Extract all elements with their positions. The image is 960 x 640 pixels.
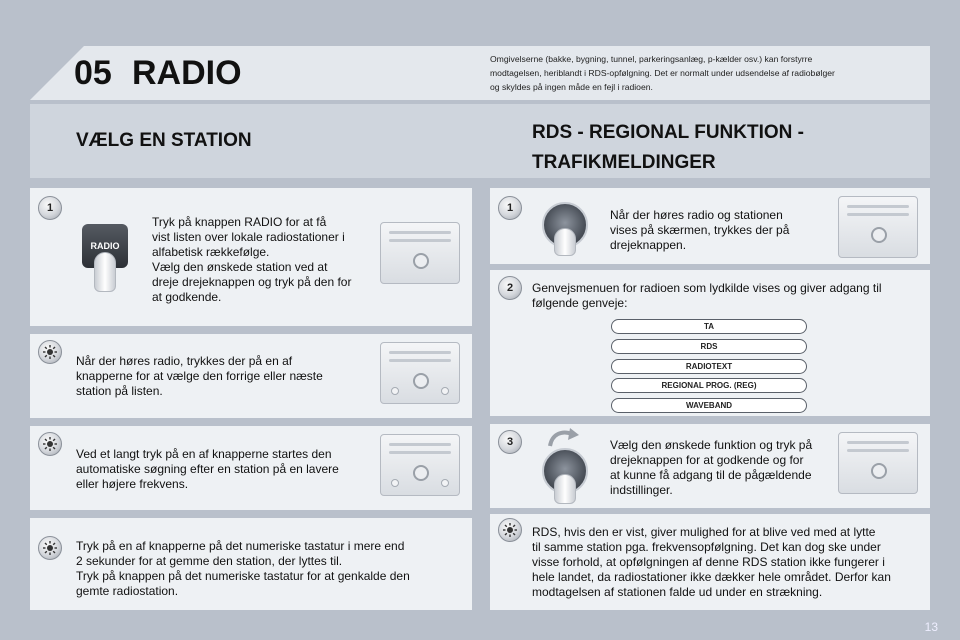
shortcut-waveband[interactable]: WAVEBAND <box>611 398 807 413</box>
shortcut-regional-prog[interactable]: REGIONAL PROG. (REG) <box>611 378 807 393</box>
rotate-arrow-icon <box>546 426 580 448</box>
text-line: hele landet, da radiostationer ikke dækker hele området. Derfor kan <box>532 570 891 584</box>
text-line: Ved et langt tryk på en af knapperne startes den <box>76 447 332 461</box>
shortcut-radiotext[interactable]: RADIOTEXT <box>611 359 807 374</box>
radio-console-icon <box>380 222 460 284</box>
text-line: drejeknappen. <box>610 238 687 252</box>
text-line: Tryk på en af knapperne på det numeriske tastatur i mere end <box>76 539 405 553</box>
right-step3-text <box>610 438 834 498</box>
right-step1-text <box>610 208 830 253</box>
radio-console-icon <box>838 432 918 494</box>
text-line: indstillinger. <box>610 483 673 497</box>
tip-sun-icon <box>38 536 62 560</box>
text-line: Når der høres radio og stationen <box>610 208 783 222</box>
text-line: knapperne for at vælge den forrige eller næste <box>76 369 323 383</box>
chapter-number: 05 <box>74 54 112 92</box>
tip-sun-icon <box>38 340 62 364</box>
text-line: Tryk på knappen RADIO for at få <box>152 215 327 229</box>
text-line: drejeknappen for at godkende og for <box>610 453 804 467</box>
section-title-rds <box>532 118 912 178</box>
tip-sun-icon <box>498 518 522 542</box>
left-tip2-text <box>76 447 372 492</box>
text-line: 2 sekunder for at gemme den station, der lyttes til. <box>76 554 343 568</box>
text-line: station på listen. <box>76 384 163 398</box>
chapter-title: RADIO <box>132 54 242 92</box>
text-line: Vælg den ønskede funktion og tryk på <box>610 438 813 452</box>
step-badge: 1 <box>498 196 522 220</box>
left-tip1-text <box>76 354 372 399</box>
text-line: følgende genveje: <box>532 296 628 310</box>
text-line: gemte radiostation. <box>76 584 179 598</box>
shortcut-rds[interactable]: RDS <box>611 339 807 354</box>
text-line: vises på skærmen, trykkes der på <box>610 223 790 237</box>
left-tip3-text <box>76 539 456 599</box>
text-line: Genvejsmenuen for radioen som lydkilde vises og giver adgang til <box>532 281 882 295</box>
step-badge: 2 <box>498 276 522 300</box>
text-line: Når der høres radio, trykkes der på en af <box>76 354 293 368</box>
right-step2-text <box>532 281 922 311</box>
finger-press-icon <box>554 228 576 256</box>
text-line: automatiske søgning efter en station på en lavere <box>76 462 339 476</box>
page-number: 13 <box>924 620 938 634</box>
text-line: eller højere frekvens. <box>76 477 189 491</box>
text-line: dreje drejeknappen og tryk på den for <box>152 275 352 289</box>
text-line: at kunne få adgang til de pågældende <box>610 468 812 482</box>
tip-sun-icon <box>38 432 62 456</box>
text-line: modtagelsen af stationen falde ud under en strækning. <box>532 585 823 599</box>
intro-line: Omgivelserne (bakke, bygning, tunnel, parkeringsanlæg, p-kælder osv.) kan forstyrre <box>490 54 813 64</box>
section-title-line: RDS - REGIONAL FUNKTION - <box>532 122 804 143</box>
text-line: vist listen over lokale radiostationer i <box>152 230 345 244</box>
text-line: til samme station pga. frekvensopfølgning. Det kan dog ske under <box>532 540 881 554</box>
intro-line: modtagelsen, heriblandt i RDS-opfølgning. Det er normalt under udsendelse af radiobølger <box>490 68 835 78</box>
intro-line: og skyldes på ingen måde en fejl i radioen. <box>490 82 653 92</box>
text-line: RDS, hvis den er vist, giver mulighed for at blive ved med at lytte <box>532 525 876 539</box>
text-line: visse forhold, at opfølgningen af denne RDS station ikke fungerer i <box>532 555 885 569</box>
radio-button-label: RADIO <box>90 241 120 251</box>
text-line: alfabetisk rækkefølge. <box>152 245 270 259</box>
finger-press-icon <box>554 474 576 504</box>
step-badge: 3 <box>498 430 522 454</box>
radio-console-icon <box>380 342 460 404</box>
left-step1-text <box>152 215 372 305</box>
text-line: at godkende. <box>152 290 222 304</box>
finger-press-icon <box>94 252 116 292</box>
text-line: Vælg den ønskede station ved at <box>152 260 328 274</box>
intro-text <box>490 52 910 94</box>
right-tip-text <box>532 525 924 600</box>
section-title-select-station: VÆLG EN STATION <box>76 130 252 151</box>
text-line: Tryk på knappen på det numeriske tastatur for at genkalde den <box>76 569 410 583</box>
step-badge: 1 <box>38 196 62 220</box>
section-title-line: TRAFIKMELDINGER <box>532 152 716 173</box>
shortcut-ta[interactable]: TA <box>611 319 807 334</box>
radio-console-icon <box>380 434 460 496</box>
radio-console-icon <box>838 196 918 258</box>
